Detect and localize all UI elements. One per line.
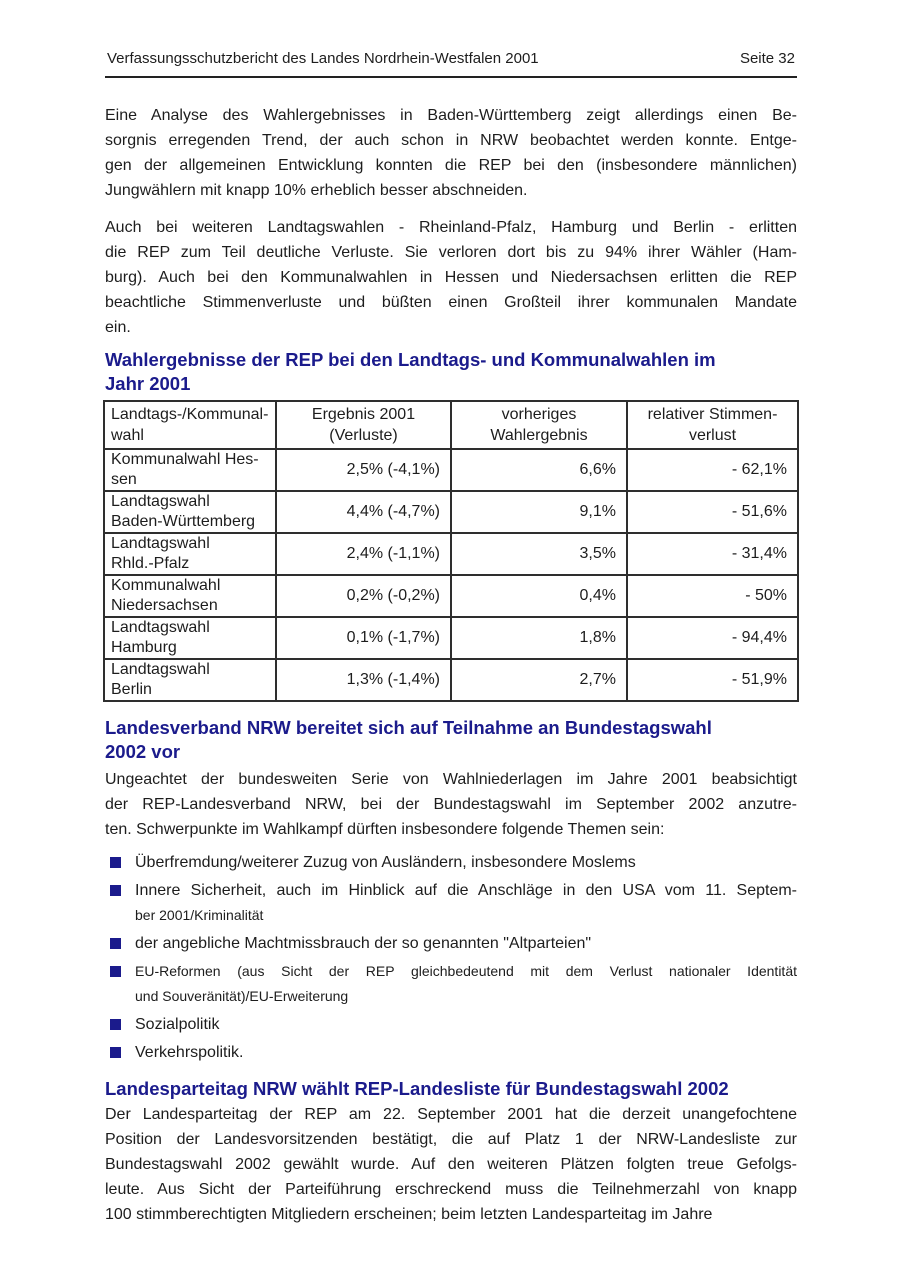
text-line: Landtagswahl <box>111 535 210 552</box>
text-line: Landesparteitag NRW wählt REP-Landesliste für Bundestagswahl 2002 <box>105 1078 729 1099</box>
text-line: der REP-Landesverband NRW, bei der Bundestagswahl im September 2002 anzutre- <box>105 796 797 813</box>
col-header-verlust <box>627 401 798 449</box>
text-line: vorheriges <box>501 406 577 423</box>
cell-wahl <box>104 533 276 575</box>
table-row <box>104 617 798 659</box>
paragraph-weitere-landtagswahlen <box>105 215 797 340</box>
text-line: Wahlergebnisse der REP bei den Landtags- und Kommunalwahlen im <box>105 349 716 370</box>
header-page-number: Seite 32 <box>739 50 795 67</box>
square-bullet-icon <box>110 966 121 977</box>
text-line: Sozialpolitik <box>135 1016 220 1033</box>
text-line: Kommunalwahl <box>111 577 221 594</box>
cell-ergebnis: 2,4% (-1,1%) <box>276 533 451 575</box>
bullet-text <box>135 850 797 875</box>
text-line: beachtliche Stimmenverluste und büßten einen Großteil ihrer kommunalen Mandate <box>105 294 797 311</box>
text-line: Überfremdung/weiterer Zuzug von Ausländern, insbesondere Moslems <box>135 854 636 871</box>
bullet-item <box>105 931 797 956</box>
page-header <box>105 0 797 78</box>
bullet-text <box>135 959 797 1009</box>
text-line: verlust <box>688 427 737 444</box>
cell-vorheriges: 2,7% <box>451 659 627 701</box>
square-bullet-icon <box>110 1047 121 1058</box>
text-line: Jungwählern mit knapp 10% erheblich besser abschneiden. <box>105 182 528 199</box>
section-heading-wahlergebnisse-tabelle <box>105 348 797 396</box>
paragraph-wahlkampf-themen <box>105 767 797 842</box>
text-line: leute. Aus Sicht der Parteiführung erschreckend muss die Teilnehmerzahl von knapp <box>105 1181 797 1198</box>
header-title: Verfassungsschutzbericht des Landes Nordrhein-Westfalen 2001 <box>107 50 539 67</box>
cell-ergebnis: 2,5% (-4,1%) <box>276 449 451 491</box>
text-line: Auch bei weiteren Landtagswahlen - Rheinland-Pfalz, Hamburg und Berlin - erlitten <box>105 219 797 236</box>
cell-verlust: - 51,6% <box>627 491 798 533</box>
text-line: ber 2001/Kriminalität <box>135 907 264 923</box>
text-line: burg). Auch bei den Kommunalwahlen in Hessen und Niedersachsen erlitten die REP <box>105 269 797 286</box>
text-line: Landtags-/Kommunal- <box>111 406 269 423</box>
cell-verlust: - 50% <box>627 575 798 617</box>
text-line: Ungeachtet der bundesweiten Serie von Wahlniederlagen im Jahre 2001 beabsichtigt <box>105 771 797 788</box>
cell-vorheriges: 3,5% <box>451 533 627 575</box>
text-line: Baden-Württemberg <box>111 513 256 530</box>
cell-wahl <box>104 575 276 617</box>
text-line: ten. Schwerpunkte im Wahlkampf dürften insbesondere folgende Themen sein: <box>105 821 665 838</box>
text-line: relativer Stimmen- <box>647 406 778 423</box>
bullet-item <box>105 850 797 875</box>
col-header-ergebnis <box>276 401 451 449</box>
text-line: 100 stimmberechtigten Mitgliedern erscheinen; beim letzten Landesparteitag im Jahre <box>105 1206 713 1223</box>
bullet-text <box>135 1012 797 1037</box>
text-line: Verkehrspolitik. <box>135 1044 244 1061</box>
paragraph-wahlergebnis-analyse <box>105 103 797 203</box>
cell-ergebnis: 0,2% (-0,2%) <box>276 575 451 617</box>
cell-verlust: - 31,4% <box>627 533 798 575</box>
text-line: Landtagswahl <box>111 493 210 510</box>
col-header-wahl <box>104 401 276 449</box>
cell-ergebnis: 0,1% (-1,7%) <box>276 617 451 659</box>
paragraph-landesparteitag <box>105 1102 797 1227</box>
cell-wahl <box>104 491 276 533</box>
text-line: Berlin <box>111 681 152 698</box>
bullet-text <box>135 1040 797 1065</box>
text-line: 2002 vor <box>105 741 181 762</box>
bullet-list <box>105 850 797 1065</box>
cell-wahl <box>104 617 276 659</box>
table-row <box>104 659 798 701</box>
bullet-item <box>105 1040 797 1065</box>
cell-ergebnis: 4,4% (-4,7%) <box>276 491 451 533</box>
cell-verlust: - 94,4% <box>627 617 798 659</box>
text-line: Niedersachsen <box>111 597 218 614</box>
text-line: sen <box>111 471 137 488</box>
table-header-row <box>104 401 798 449</box>
square-bullet-icon <box>110 938 121 949</box>
cell-verlust: - 51,9% <box>627 659 798 701</box>
square-bullet-icon <box>110 1019 121 1030</box>
cell-vorheriges: 9,1% <box>451 491 627 533</box>
text-line: und Souveränität)/EU-Erweiterung <box>135 988 349 1004</box>
text-line: Eine Analyse des Wahlergebnisses in Baden-Württemberg zeigt allerdings einen Be- <box>105 107 797 124</box>
col-header-vorheriges <box>451 401 627 449</box>
table-row <box>104 449 798 491</box>
cell-wahl <box>104 659 276 701</box>
text-line: ein. <box>105 319 131 336</box>
cell-vorheriges: 6,6% <box>451 449 627 491</box>
text-line: Landtagswahl <box>111 661 210 678</box>
section-heading-landesparteitag <box>105 1077 797 1101</box>
text-line: Wahlergebnis <box>490 427 588 444</box>
text-line: Kommunalwahl Hes- <box>111 451 259 468</box>
table-row <box>104 533 798 575</box>
text-line: Hamburg <box>111 639 177 656</box>
bullet-item <box>105 878 797 928</box>
bullet-text <box>135 931 797 956</box>
text-line: Ergebnis 2001 <box>311 406 416 423</box>
cell-verlust: - 62,1% <box>627 449 798 491</box>
bullet-item <box>105 1012 797 1037</box>
table-row <box>104 491 798 533</box>
table-row <box>104 575 798 617</box>
cell-ergebnis: 1,3% (-1,4%) <box>276 659 451 701</box>
text-line: Landesverband NRW bereitet sich auf Teilnahme an Bundestagswahl <box>105 717 712 738</box>
text-line: wahl <box>111 427 144 444</box>
square-bullet-icon <box>110 885 121 896</box>
text-line: der angebliche Machtmissbrauch der so genannten "Altparteien" <box>135 935 592 952</box>
text-line: EU-Reformen (aus Sicht der REP gleichbedeutend mit dem Verlust nationaler Identität <box>135 963 797 979</box>
text-line: Der Landesparteitag der REP am 22. September 2001 hat die derzeit unangefochtene <box>105 1106 797 1123</box>
bullet-item <box>105 959 797 1009</box>
text-line: Landtagswahl <box>111 619 210 636</box>
text-line: Position der Landesvorsitzenden bestätigt, die auf Platz 1 der NRW-Landesliste zur <box>105 1131 797 1148</box>
text-line: Innere Sicherheit, auch im Hinblick auf die Anschläge in den USA vom 11. Septem- <box>135 882 797 899</box>
text-line: (Verluste) <box>329 427 398 444</box>
text-line: sorgnis erregenden Trend, der auch schon in NRW beobachtet werden konnte. Entge- <box>105 132 797 149</box>
text-line: Bundestagswahl 2002 gewählt wurde. Auf den weiteren Plätzen folgten treue Gefolgs- <box>105 1156 797 1173</box>
text-line: gen der allgemeinen Entwicklung konnten die REP bei den (insbesondere männlichen) <box>105 157 797 174</box>
cell-vorheriges: 0,4% <box>451 575 627 617</box>
cell-vorheriges: 1,8% <box>451 617 627 659</box>
text-line: Rhld.-Pfalz <box>111 555 190 572</box>
text-line: die REP zum Teil deutliche Verluste. Sie verloren dort bis zu 94% ihrer Wähler (Ham- <box>105 244 797 261</box>
results-table <box>103 400 799 702</box>
cell-wahl <box>104 449 276 491</box>
section-heading-landesverband-bundestagswahl <box>105 716 797 764</box>
square-bullet-icon <box>110 857 121 868</box>
text-line: Jahr 2001 <box>105 373 191 394</box>
bullet-text <box>135 878 797 928</box>
